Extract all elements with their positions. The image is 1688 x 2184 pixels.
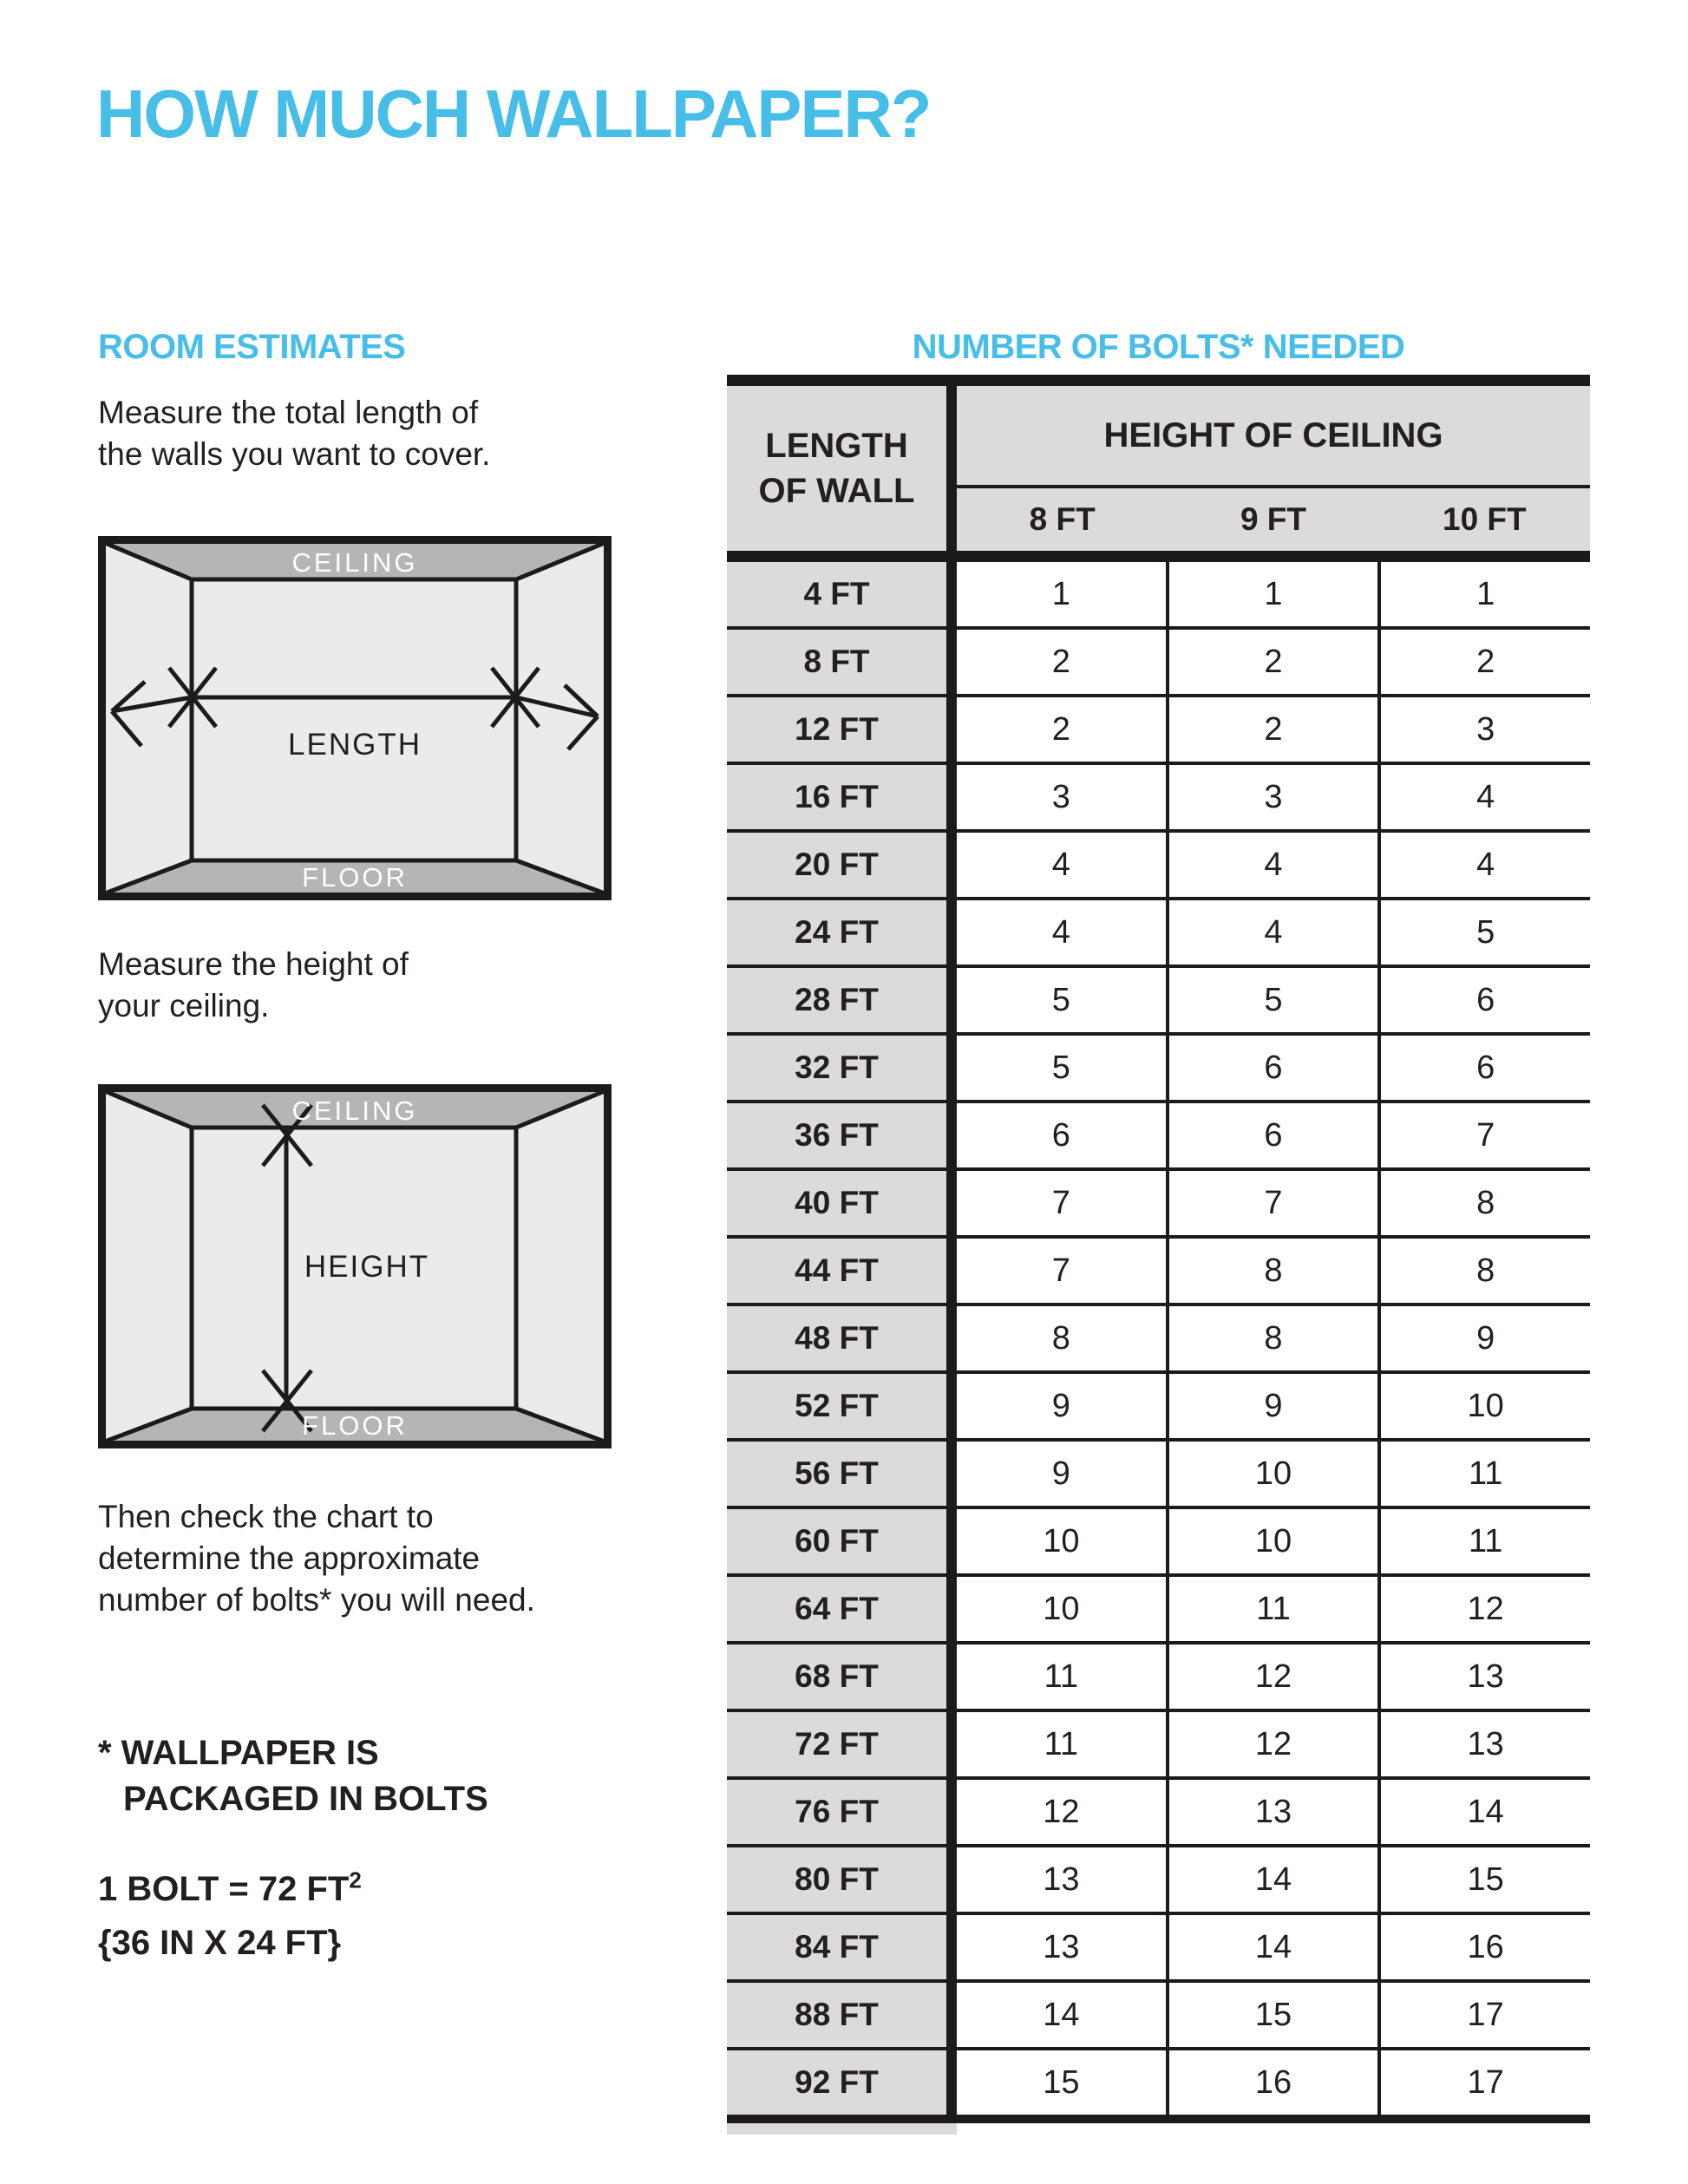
row-label: 24 FT xyxy=(727,900,946,964)
subheader-8ft: 8 FT xyxy=(1029,501,1096,537)
table-row xyxy=(727,2050,1590,2115)
row-label: 84 FT xyxy=(727,1915,946,1979)
column-divider-thick xyxy=(946,697,957,762)
bolt-equation-text: 1 BOLT = 72 FT xyxy=(98,1870,350,1908)
row-label: 44 FT xyxy=(727,1239,946,1303)
column-divider-thick xyxy=(946,630,957,694)
cell-9ft: 3 xyxy=(1169,765,1378,829)
table-row xyxy=(727,1306,1590,1370)
cell-8ft: 3 xyxy=(957,765,1166,829)
height-label: HEIGHT xyxy=(304,1250,430,1284)
cell-9ft: 11 xyxy=(1169,1577,1378,1641)
cell-8ft: 11 xyxy=(957,1645,1166,1709)
cell-8ft: 12 xyxy=(957,1780,1166,1844)
height-of-ceiling-header: HEIGHT OF CEILING xyxy=(957,386,1590,485)
table-row xyxy=(727,968,1590,1032)
cell-10ft: 8 xyxy=(1381,1171,1590,1235)
cell-10ft: 12 xyxy=(1381,1577,1590,1641)
cell-8ft: 7 xyxy=(957,1171,1166,1235)
column-divider-thick xyxy=(946,1442,957,1506)
paragraph-line: Then check the chart to xyxy=(98,1499,434,1534)
paragraph-check-chart xyxy=(98,1496,535,1621)
cell-9ft: 13 xyxy=(1169,1780,1378,1844)
paragraph-measure-height xyxy=(98,944,409,1027)
cell-8ft: 5 xyxy=(957,1036,1166,1100)
cell-10ft: 4 xyxy=(1381,833,1590,897)
column-divider-thick xyxy=(946,1915,957,1979)
cell-9ft: 6 xyxy=(1169,1103,1378,1167)
cell-8ft: 10 xyxy=(957,1577,1166,1641)
cell-10ft: 6 xyxy=(1381,1036,1590,1100)
table-row xyxy=(727,1239,1590,1303)
room-estimates-heading: ROOM ESTIMATES xyxy=(98,328,406,366)
cell-8ft: 13 xyxy=(957,1847,1166,1912)
subheader-10ft: 10 FT xyxy=(1443,501,1527,537)
cell-9ft: 1 xyxy=(1169,562,1378,626)
table-row xyxy=(727,1442,1590,1506)
cell-8ft: 14 xyxy=(957,1983,1166,2047)
cell-8ft: 10 xyxy=(957,1509,1166,1573)
column-divider-thick xyxy=(946,1712,957,1776)
table-row xyxy=(727,562,1590,626)
table-header xyxy=(727,386,1590,551)
cell-10ft: 8 xyxy=(1381,1239,1590,1303)
cell-8ft: 2 xyxy=(957,630,1166,694)
column-divider-thick xyxy=(946,1577,957,1641)
header-line: OF WALL xyxy=(758,472,915,510)
cell-8ft: 2 xyxy=(957,697,1166,762)
cell-8ft: 5 xyxy=(957,968,1166,1032)
cell-9ft: 14 xyxy=(1169,1847,1378,1912)
bolt-definition xyxy=(98,1862,362,1970)
cell-10ft: 11 xyxy=(1381,1442,1590,1506)
paragraph-measure-length xyxy=(98,392,490,475)
cell-10ft: 3 xyxy=(1381,697,1590,762)
header-bottom-bar xyxy=(727,551,1590,562)
length-of-wall-header xyxy=(727,386,946,551)
column-divider-thick xyxy=(946,765,957,829)
paragraph-line: Measure the height of xyxy=(98,946,409,982)
row-label: 40 FT xyxy=(727,1171,946,1235)
column-divider-thick xyxy=(946,1374,957,1438)
subheader-9ft: 9 FT xyxy=(1240,501,1307,537)
cell-8ft: 9 xyxy=(957,1374,1166,1438)
label-column-stub xyxy=(727,2123,957,2135)
table-row xyxy=(727,1577,1590,1641)
row-label: 56 FT xyxy=(727,1442,946,1506)
table-row xyxy=(727,1847,1590,1912)
table-row xyxy=(727,833,1590,897)
row-label: 60 FT xyxy=(727,1509,946,1573)
cell-10ft: 13 xyxy=(1381,1645,1590,1709)
cell-8ft: 15 xyxy=(957,2050,1166,2115)
superscript-2: 2 xyxy=(349,1867,362,1893)
column-divider-thick xyxy=(946,1103,957,1167)
cell-8ft: 4 xyxy=(957,900,1166,964)
column-divider-thick xyxy=(946,1983,957,2047)
cell-8ft: 1 xyxy=(957,562,1166,626)
row-label: 28 FT xyxy=(727,968,946,1032)
cell-10ft: 10 xyxy=(1381,1374,1590,1438)
cell-9ft: 16 xyxy=(1169,2050,1378,2115)
bolts-table xyxy=(727,375,1590,2135)
subheader-row xyxy=(957,488,1590,551)
cell-9ft: 9 xyxy=(1169,1374,1378,1438)
column-divider-thick xyxy=(946,1509,957,1573)
table-row xyxy=(727,1036,1590,1100)
paragraph-line: determine the approximate xyxy=(98,1540,481,1576)
row-label: 4 FT xyxy=(727,562,946,626)
table-row xyxy=(727,1171,1590,1235)
table-row xyxy=(727,1780,1590,1844)
column-divider-thick xyxy=(946,2050,957,2115)
table-row xyxy=(727,1915,1590,1979)
row-label: 80 FT xyxy=(727,1847,946,1912)
cell-10ft: 1 xyxy=(1381,562,1590,626)
column-divider-thick xyxy=(946,833,957,897)
cell-10ft: 2 xyxy=(1381,630,1590,694)
row-label: 12 FT xyxy=(727,697,946,762)
cell-10ft: 4 xyxy=(1381,765,1590,829)
cell-10ft: 17 xyxy=(1381,2050,1590,2115)
column-divider-thick xyxy=(946,1036,957,1100)
header-line: LENGTH xyxy=(765,427,908,465)
cell-9ft: 12 xyxy=(1169,1712,1378,1776)
table-row xyxy=(727,630,1590,694)
cell-10ft: 9 xyxy=(1381,1306,1590,1370)
cell-10ft: 16 xyxy=(1381,1915,1590,1979)
cell-10ft: 15 xyxy=(1381,1847,1590,1912)
ceiling-caption: CEILING xyxy=(291,547,418,578)
column-divider-thick xyxy=(946,1306,957,1370)
row-label: 64 FT xyxy=(727,1577,946,1641)
cell-9ft: 5 xyxy=(1169,968,1378,1032)
cell-9ft: 10 xyxy=(1169,1442,1378,1506)
ceiling-height-diagram xyxy=(98,1084,612,1448)
cell-9ft: 2 xyxy=(1169,630,1378,694)
bolts-needed-heading: NUMBER OF BOLTS* NEEDED xyxy=(912,328,1405,366)
row-label: 68 FT xyxy=(727,1645,946,1709)
column-divider-thick xyxy=(946,1780,957,1844)
row-label: 16 FT xyxy=(727,765,946,829)
paragraph-line: your ceiling. xyxy=(98,988,270,1023)
length-label: LENGTH xyxy=(288,728,422,762)
cell-9ft: 7 xyxy=(1169,1171,1378,1235)
paragraph-line: number of bolts* you will need. xyxy=(98,1582,535,1618)
cell-8ft: 11 xyxy=(957,1712,1166,1776)
row-label: 72 FT xyxy=(727,1712,946,1776)
row-label: 32 FT xyxy=(727,1036,946,1100)
cell-10ft: 17 xyxy=(1381,1983,1590,2047)
column-divider-thick xyxy=(946,386,957,551)
paragraph-line: Measure the total length of xyxy=(98,395,479,430)
footnote-line: PACKAGED IN BOLTS xyxy=(123,1780,488,1818)
cell-9ft: 10 xyxy=(1169,1509,1378,1573)
row-label: 92 FT xyxy=(727,2050,946,2115)
cell-9ft: 4 xyxy=(1169,900,1378,964)
cell-9ft: 8 xyxy=(1169,1239,1378,1303)
cell-10ft: 11 xyxy=(1381,1509,1590,1573)
row-label: 36 FT xyxy=(727,1103,946,1167)
table-body xyxy=(727,562,1590,2115)
cell-9ft: 12 xyxy=(1169,1645,1378,1709)
cell-8ft: 4 xyxy=(957,833,1166,897)
cell-8ft: 9 xyxy=(957,1442,1166,1506)
cell-10ft: 5 xyxy=(1381,900,1590,964)
row-label: 88 FT xyxy=(727,1983,946,2047)
column-divider-thick xyxy=(946,1171,957,1235)
ceiling-caption: CEILING xyxy=(291,1095,418,1126)
ceiling-header-group xyxy=(957,386,1590,551)
cell-9ft: 6 xyxy=(1169,1036,1378,1100)
cell-8ft: 7 xyxy=(957,1239,1166,1303)
cell-9ft: 2 xyxy=(1169,697,1378,762)
row-label: 20 FT xyxy=(727,833,946,897)
table-top-bar xyxy=(727,375,1590,386)
paragraph-line: the walls you want to cover. xyxy=(98,436,491,472)
bolt-dimensions: {36 IN X 24 FT} xyxy=(98,1924,342,1962)
table-row xyxy=(727,1103,1590,1167)
row-label: 8 FT xyxy=(727,630,946,694)
column-divider-thick xyxy=(946,1847,957,1912)
row-label: 76 FT xyxy=(727,1780,946,1844)
column-divider-thick xyxy=(946,1239,957,1303)
column-divider-thick xyxy=(946,900,957,964)
cell-9ft: 14 xyxy=(1169,1915,1378,1979)
table-row xyxy=(727,765,1590,829)
column-divider-thick xyxy=(946,562,957,626)
cell-10ft: 7 xyxy=(1381,1103,1590,1167)
row-label: 52 FT xyxy=(727,1374,946,1438)
floor-caption: FLOOR xyxy=(302,1410,408,1441)
wallpaper-bolts-footnote xyxy=(98,1730,488,1822)
cell-8ft: 6 xyxy=(957,1103,1166,1167)
column-divider-thick xyxy=(946,1645,957,1709)
cell-9ft: 8 xyxy=(1169,1306,1378,1370)
cell-8ft: 8 xyxy=(957,1306,1166,1370)
table-row xyxy=(727,1712,1590,1776)
cell-10ft: 14 xyxy=(1381,1780,1590,1844)
cell-9ft: 15 xyxy=(1169,1983,1378,2047)
table-row xyxy=(727,1645,1590,1709)
cell-8ft: 13 xyxy=(957,1915,1166,1979)
cell-10ft: 6 xyxy=(1381,968,1590,1032)
table-row xyxy=(727,1374,1590,1438)
table-row xyxy=(727,1983,1590,2047)
table-row xyxy=(727,900,1590,964)
column-divider-thick xyxy=(946,968,957,1032)
table-bottom-bar xyxy=(727,2115,1590,2123)
table-row xyxy=(727,697,1590,762)
floor-caption: FLOOR xyxy=(302,862,408,893)
cell-10ft: 13 xyxy=(1381,1712,1590,1776)
bolt-equation xyxy=(98,1862,362,1916)
table-row xyxy=(727,1509,1590,1573)
page-title: HOW MUCH WALLPAPER? xyxy=(96,75,931,152)
footnote-line: * WALLPAPER IS xyxy=(98,1734,379,1772)
cell-9ft: 4 xyxy=(1169,833,1378,897)
row-label: 48 FT xyxy=(727,1306,946,1370)
room-length-diagram xyxy=(98,536,612,900)
